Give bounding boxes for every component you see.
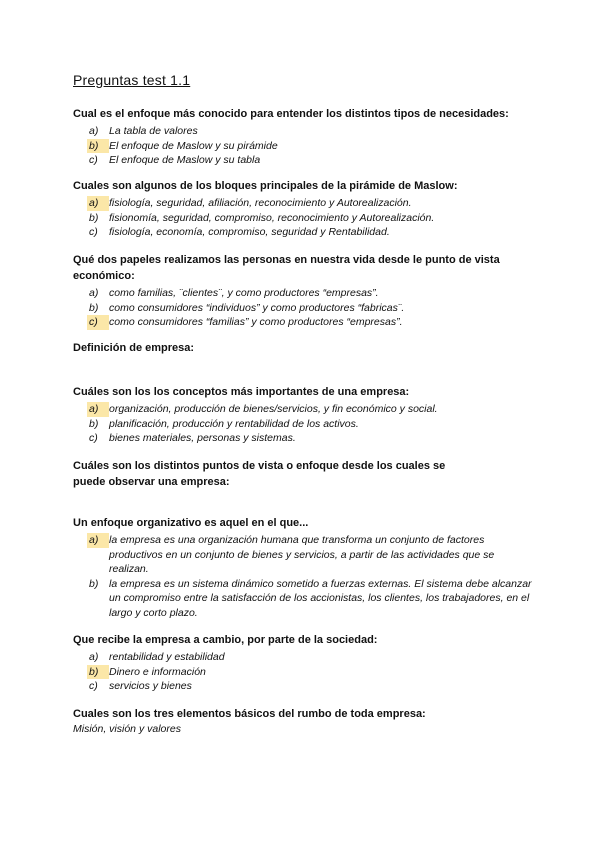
option-text: Dinero e información	[109, 665, 206, 678]
option-text: El enfoque de Maslow y su tabla	[109, 154, 261, 166]
question-block	[73, 706, 533, 737]
option-item	[73, 431, 533, 446]
question-text: Cuales son los tres elementos básicos del rumbo de toda empresa:	[73, 708, 426, 720]
question-text: Cual es el enfoque más conocido para entender los distintos tipos de necesidades:	[73, 108, 509, 120]
option-marker: c)	[89, 680, 98, 692]
question-block	[73, 106, 533, 168]
option-marker: b)	[89, 301, 99, 314]
option-text: rentabilidad y estabilidad	[109, 651, 225, 663]
options-list	[73, 286, 518, 330]
question-block	[73, 458, 473, 490]
option-text: como consumidores “familias” y como productores “empresas”.	[109, 316, 403, 328]
options-list	[73, 650, 533, 694]
option-item	[73, 301, 518, 316]
option-text: organización, producción de bienes/servicios, y fin económico y social.	[109, 403, 438, 415]
option-item	[73, 577, 533, 621]
option-marker: c)	[87, 315, 109, 330]
option-marker: c)	[89, 154, 98, 166]
option-marker: a)	[89, 287, 99, 299]
option-marker: a)	[87, 196, 109, 211]
option-item	[73, 225, 533, 240]
option-marker: a)	[89, 125, 99, 137]
option-marker: b)	[89, 577, 99, 590]
question-text: Cuáles son los distintos puntos de vista o enfoque desde los cuales se puede observar una empresa:	[73, 460, 446, 488]
options-list	[73, 196, 533, 240]
option-item-highlighted	[73, 665, 533, 680]
option-text: fisiología, seguridad, afiliación, reconocimiento y Autorealización.	[109, 197, 412, 209]
option-marker: a)	[87, 533, 109, 548]
option-text: La tabla de valores	[109, 125, 198, 137]
option-text: servicios y bienes	[109, 680, 192, 692]
option-text: planificación, producción y rentabilidad de los activos.	[109, 417, 359, 430]
option-marker: a)	[87, 402, 109, 417]
option-text: como consumidores “individuos” y como productores “fabricas¨.	[109, 301, 405, 314]
option-text: como familias, ¨clientes¨, y como productores “empresas”.	[109, 287, 379, 299]
question-text: Definición de empresa:	[73, 342, 195, 354]
question-block	[73, 178, 533, 240]
option-item-highlighted	[73, 139, 533, 154]
options-list	[73, 533, 533, 620]
option-text: bienes materiales, personas y sistemas.	[109, 432, 296, 444]
option-item	[73, 286, 518, 301]
option-item-highlighted	[73, 315, 518, 330]
question-text: Qué dos papeles realizamos las personas en nuestra vida desde le punto de vista económico:	[73, 254, 500, 282]
option-marker: b)	[87, 665, 109, 680]
option-text: fisionomía, seguridad, compromiso, reconocimiento y Autorealización.	[109, 211, 435, 224]
option-marker: b)	[89, 417, 99, 430]
options-list	[73, 402, 533, 446]
question-text: Cuales son algunos de los bloques principales de la pirámide de Maslow:	[73, 180, 458, 192]
option-text: El enfoque de Maslow y su pirámide	[109, 139, 278, 152]
option-item	[73, 124, 533, 139]
options-list	[73, 124, 533, 168]
option-item-highlighted	[73, 533, 533, 577]
option-marker: b)	[89, 211, 99, 224]
option-item-highlighted	[73, 402, 533, 417]
page-title: Preguntas test 1.1	[73, 72, 191, 88]
option-marker: c)	[89, 226, 98, 238]
question-text: Cuáles son los los conceptos más importantes de una empresa:	[73, 386, 410, 398]
question-text: Un enfoque organizativo es aquel en el que...	[73, 517, 309, 529]
question-block	[73, 515, 533, 620]
option-marker: a)	[89, 651, 99, 663]
question-text: Que recibe la empresa a cambio, por parte de la sociedad:	[73, 634, 378, 646]
question-block	[73, 252, 518, 330]
question-block	[73, 632, 533, 694]
option-marker: b)	[87, 139, 109, 154]
question-block	[73, 384, 533, 446]
option-item-highlighted	[73, 196, 533, 211]
option-item	[73, 211, 533, 226]
option-item	[73, 679, 533, 694]
option-marker: c)	[89, 432, 98, 444]
option-text: la empresa es un sistema dinámico sometido a fuerzas externas. El sistema debe alcanzar un compromiso entre la satisfacción de los accionistas, los clientes, los trabajadores, en el largo y corto plazo.	[109, 577, 532, 619]
option-item	[73, 153, 533, 168]
answer-text: Misión, visión y valores	[73, 723, 181, 735]
option-item	[73, 417, 533, 432]
question-block	[73, 340, 533, 356]
option-item	[73, 650, 533, 665]
option-text: fisiología, economía, compromiso, seguridad y Rentabilidad.	[109, 226, 390, 238]
option-text: la empresa es una organización humana que transforma un conjunto de factores productivos en un conjunto de bienes y servicios, a partir de las actividades que se realizan.	[109, 534, 495, 575]
